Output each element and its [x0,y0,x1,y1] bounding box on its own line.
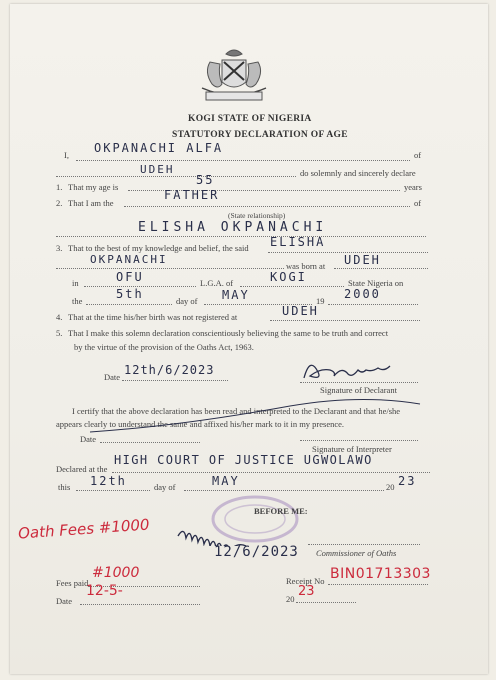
address-line [56,176,296,177]
item-number-1: 1. [56,182,63,192]
declared-at-label: Declared at the [56,464,108,474]
declarant-signature-line [300,382,418,383]
declarant-prefix: I, [64,150,69,160]
declarant-address: UDEH [140,163,175,176]
declared-day-line [76,490,150,491]
birth-day-value: 5th [116,287,144,301]
state-nigeria-label: State Nigeria on [348,278,404,288]
birth-day-line [86,304,172,305]
page-title: STATUTORY DECLARATION OF AGE [172,130,348,140]
receipt-label: Receipt No [286,576,325,586]
fees-year-line [296,602,356,603]
state-line [240,286,344,287]
fees-paid-value: #1000 [92,565,140,581]
declarant-signature-label: Signature of Declarant [320,385,397,395]
declare-label: do solemnly and sincerely declare [300,168,416,178]
belief-text: That to the best of my knowledge and belief, the said [68,243,249,253]
born-at-label: was born at [286,261,326,271]
interpreter-signature-label: Signature of Interpreter [312,444,392,454]
years-label: years [404,182,422,192]
item-number-5: 5. [56,328,63,338]
subject-name: ELISHA OKPANACHI [138,220,328,235]
before-me-label: BEFORE ME: [254,506,308,516]
in-label: in [72,278,79,288]
town-value: OFU [116,270,144,284]
day-of-label: day of [176,296,198,306]
registration-place: UDEH [282,304,319,318]
certify-text-1: I certify that the above declaration has been read and interpreted to the Declarant and that he/she [72,406,401,416]
date-label: Date [104,372,121,382]
interpreter-signature-line [300,440,418,441]
registration-line [270,320,420,321]
receipt-value: BIN01713303 [330,566,431,582]
court-name: HIGH COURT OF JUSTICE UGWOLAWO [114,453,373,467]
coat-of-arms-icon [192,44,276,110]
commissioner-label: Commissioner of Oaths [316,548,397,558]
said-name2-line [56,268,284,269]
relationship-prefix: That I am the [68,198,114,208]
this-label: this [58,482,71,492]
birth-month-value: MAY [222,288,250,302]
solemn-text-1: That I make this solemn declaration conscientiously believing the same to be truth and correct [68,328,389,338]
court-line [112,472,430,473]
item-number-3: 3. [56,243,63,253]
item-number-4: 4. [56,312,63,322]
state-value: KOGI [270,270,307,284]
birth-year-line [328,304,418,305]
declarant-name-line [76,160,410,161]
birthplace-value: UDEH [344,253,381,267]
of-label: of [414,150,422,160]
date-line [122,380,228,381]
oath-fees-note: Oath Fees #1000 [17,515,151,543]
declared-day: 12th [90,474,127,488]
declarant-signature-icon [298,354,408,384]
declared-year-prefix: 20 [386,482,395,492]
fees-year-value: 23 [298,584,315,599]
subject-name-line [56,236,426,237]
said-name-continued: OKPANACHI [90,253,168,266]
said-name: ELISHA [270,235,326,249]
fees-date-line [80,604,200,605]
receipt-line [328,584,428,585]
commissioner-line [308,544,420,545]
commissioner-date: 12/6/2023 [214,544,299,560]
declared-day-of: day of [154,482,176,492]
declared-month: MAY [212,474,240,488]
item-number-2: 2. [56,198,63,208]
relationship-line [124,206,410,207]
the-label: the [72,296,83,306]
birth-year-value: 2000 [344,287,381,301]
age-value: 55 [196,173,215,187]
declared-month-line [184,490,384,491]
not-registered-text: That at the time his/her birth was not registered at [68,312,238,322]
certify-text-2: appears clearly to understand the same and affixed his/her mark to it in my presence. [56,419,345,429]
birthplace-line [334,268,428,269]
date2-label: Date [80,434,97,444]
declared-year: 23 [398,474,417,488]
date-value: 12th/6/2023 [124,363,215,377]
solemn-text-2: by the virtue of the provision of the Oaths Act, 1963. [74,342,254,352]
fees-date-label: Date [56,596,73,606]
strikethrough-mark [60,398,440,438]
fees-paid-label: Fees paid [56,578,89,588]
fees-date-value: 12-5- [86,583,123,599]
fees-year-prefix: 20 [286,594,295,604]
of-label-2: of [414,198,422,208]
relationship-value: FATHER [164,188,220,202]
commissioner-signature-icon [176,520,256,546]
declarant-name: OKPANACHI ALFA [94,141,224,155]
age-label: That my age is [68,182,119,192]
state-heading: KOGI STATE OF NIGERIA [188,114,312,124]
year-prefix: 19 [316,296,325,306]
date2-line [100,442,200,443]
relationship-hint: (State relationship) [228,211,286,220]
lga-label: L.G.A. of [200,278,234,288]
